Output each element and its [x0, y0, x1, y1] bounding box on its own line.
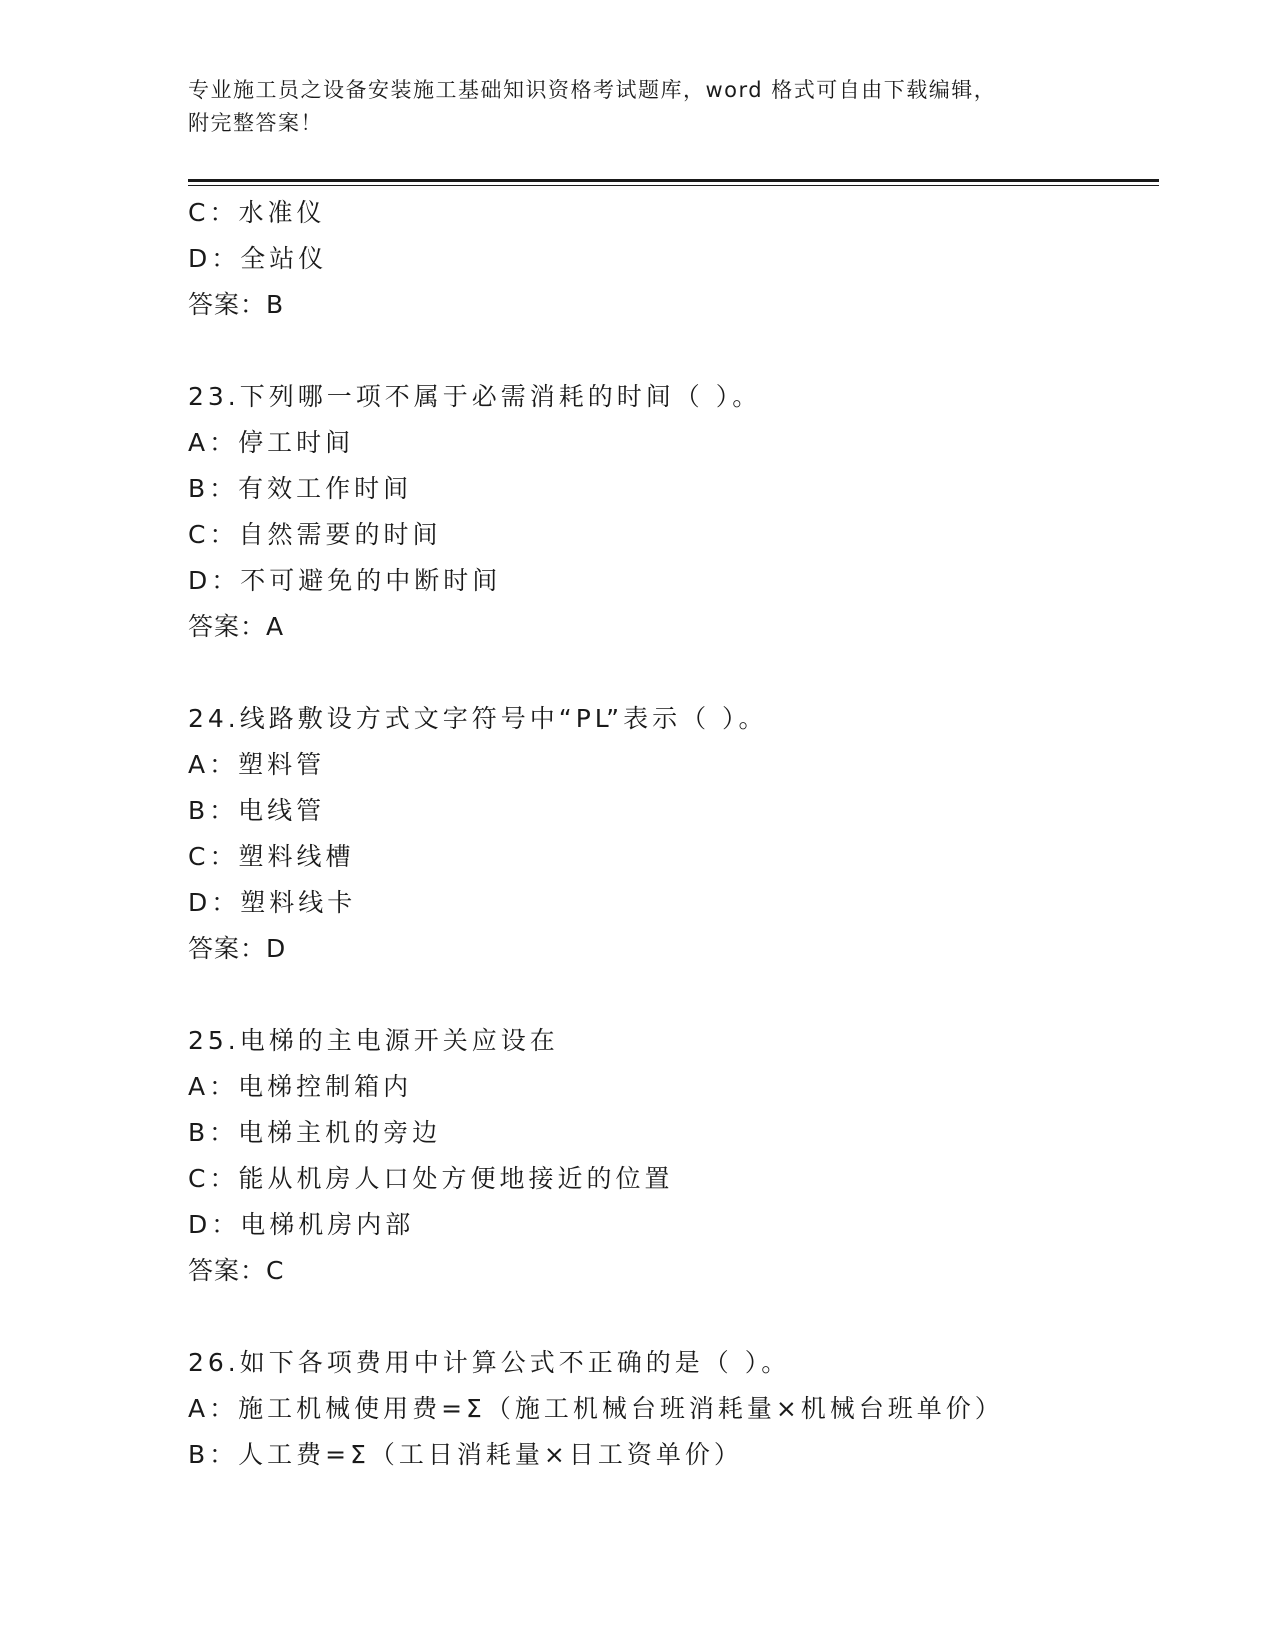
option-a: A：施工机械使用费=Σ（施工机械台班消耗量×机械台班单价） [188, 1394, 1004, 1423]
option-c: C：能从机房人口处方便地接近的位置 [188, 1164, 674, 1193]
option-a: A：塑料管 [188, 750, 326, 779]
option-c: C：水准仪 [188, 198, 326, 227]
answer-line: 答案：D [188, 934, 287, 963]
question-stem: 23.下列哪一项不属于必需消耗的时间（ ）。 [188, 382, 762, 411]
question-25 [188, 1018, 1158, 1294]
question-list [188, 190, 1158, 1478]
answer-line: 答案：C [188, 1256, 285, 1285]
question-stem: 24.线路敷设方式文字符号中“PL”表示（ ）。 [188, 704, 768, 733]
option-c: C：塑料线槽 [188, 842, 355, 871]
question-23 [188, 374, 1158, 650]
option-d: D：全站仪 [188, 244, 328, 273]
header-line-2: 附完整答案！ [188, 111, 323, 135]
option-b: B：人工费=Σ（工日消耗量×日工资单价） [188, 1440, 743, 1469]
header-divider-thick [188, 179, 1159, 182]
question-24 [188, 696, 1158, 972]
option-c: C：自然需要的时间 [188, 520, 442, 549]
option-d: D：不可避免的中断时间 [188, 566, 502, 595]
option-d: D：电梯机房内部 [188, 1210, 415, 1239]
partial-question-22 [188, 190, 1158, 328]
option-a: A：电梯控制箱内 [188, 1072, 413, 1101]
option-b: B：电梯主机的旁边 [188, 1118, 442, 1147]
header-line-1: 专业施工员之设备安装施工基础知识资格考试题库，word 格式可自由下载编辑， [188, 78, 997, 102]
question-stem: 25.电梯的主电源开关应设在 [188, 1026, 559, 1055]
option-d: D：塑料线卡 [188, 888, 357, 917]
question-26 [188, 1340, 1158, 1478]
option-a: A：停工时间 [188, 428, 355, 457]
answer-line: 答案：A [188, 612, 285, 641]
question-stem: 26.如下各项费用中计算公式不正确的是（ ）。 [188, 1348, 791, 1377]
option-b: B：有效工作时间 [188, 474, 413, 503]
answer-line: 答案：B [188, 290, 285, 319]
header-divider-thin [188, 185, 1159, 186]
option-b: B：电线管 [188, 796, 326, 825]
document-header [188, 74, 1088, 140]
